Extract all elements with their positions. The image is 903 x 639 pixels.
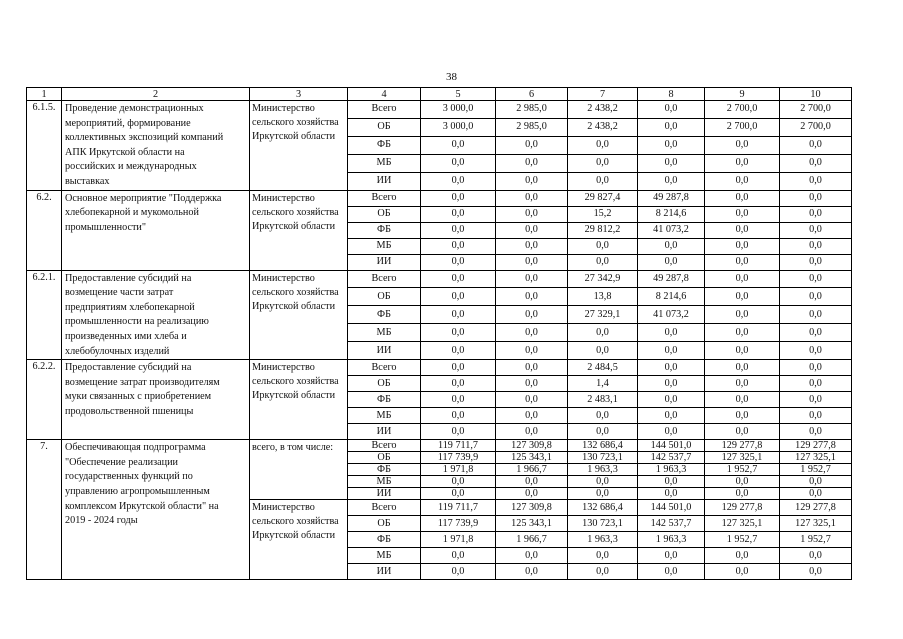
amount-cell: 144 501,0 [638,440,705,452]
item-executor-line: Министерство [252,272,315,284]
amount-cell: 0,0 [705,190,780,206]
funding-source: ФБ [348,136,421,154]
item-executor [250,360,348,440]
funding-source: Всего [348,440,421,452]
amount-cell: 1 963,3 [568,464,638,476]
amount-cell: 0,0 [780,324,852,342]
amount-cell: 0,0 [421,424,496,440]
amount-cell: 1 971,8 [421,532,496,548]
funding-source: МБ [348,324,421,342]
item-description-line: Предоставление субсидий на [65,362,192,374]
funding-source: ОБ [348,288,421,306]
funding-source: ФБ [348,392,421,408]
item-number: 6.2.1. [27,270,62,360]
amount-cell: 0,0 [421,564,496,580]
amount-cell: 2 985,0 [496,118,568,136]
funding-source: ИИ [348,342,421,360]
table-row [27,190,852,206]
funding-source: ИИ [348,488,421,500]
funding-source: МБ [348,476,421,488]
amount-cell: 127 325,1 [780,452,852,464]
item-executor-line: сельского хозяйства [252,286,339,298]
amount-cell: 0,0 [496,190,568,206]
amount-cell: 0,0 [421,324,496,342]
item-description-line: выставках [65,175,110,187]
amount-cell: 129 277,8 [705,440,780,452]
amount-cell: 1 966,7 [496,464,568,476]
amount-cell: 1 952,7 [780,464,852,476]
amount-cell: 127 325,1 [780,516,852,532]
item-description-line: Обеспечивающая подпрограмма [65,442,206,454]
amount-cell: 1,4 [568,376,638,392]
amount-cell: 0,0 [780,154,852,172]
funding-source: Всего [348,500,421,516]
column-header: 8 [638,88,705,101]
funding-source: МБ [348,238,421,254]
item-executor [250,440,348,500]
amount-cell: 0,0 [780,408,852,424]
item-description-line: "Обеспечение реализации [65,456,178,468]
item-description-line: хлебобулочных изделий [65,345,170,357]
amount-cell: 0,0 [496,154,568,172]
amount-cell: 15,2 [568,206,638,222]
amount-cell: 0,0 [421,254,496,270]
amount-cell: 0,0 [568,154,638,172]
amount-cell: 0,0 [638,238,705,254]
amount-cell: 0,0 [780,190,852,206]
funding-source: ИИ [348,564,421,580]
amount-cell: 0,0 [638,360,705,376]
amount-cell: 0,0 [421,222,496,238]
amount-cell: 129 277,8 [780,500,852,516]
amount-cell: 1 971,8 [421,464,496,476]
amount-cell: 0,0 [421,154,496,172]
amount-cell: 0,0 [705,270,780,288]
item-description-line: государственных функций по [65,471,193,483]
item-executor-line: сельского хозяйства [252,206,339,218]
amount-cell: 0,0 [421,190,496,206]
item-description [62,190,250,270]
amount-cell: 0,0 [568,488,638,500]
item-executor-line: Министерство [252,362,315,374]
amount-cell: 1 952,7 [780,532,852,548]
item-description-line: предприятиям хлебопекарной [65,301,195,313]
amount-cell: 2 985,0 [496,101,568,119]
funding-source: ФБ [348,532,421,548]
amount-cell: 117 739,9 [421,516,496,532]
amount-cell: 0,0 [568,238,638,254]
funding-source: ФБ [348,306,421,324]
column-header: 3 [250,88,348,101]
amount-cell: 0,0 [421,360,496,376]
funding-source: МБ [348,548,421,564]
amount-cell: 127 325,1 [705,452,780,464]
item-executor [250,190,348,270]
funding-source: МБ [348,408,421,424]
amount-cell: 0,0 [780,564,852,580]
amount-cell: 0,0 [496,424,568,440]
item-executor-line: всего, в том числе: [252,442,334,454]
amount-cell: 1 963,3 [638,532,705,548]
column-header: 4 [348,88,421,101]
amount-cell: 0,0 [421,270,496,288]
column-header: 5 [421,88,496,101]
item-description-line: управлению агропромышленным [65,485,210,497]
amount-cell: 0,0 [496,548,568,564]
amount-cell: 0,0 [705,548,780,564]
amount-cell: 0,0 [780,270,852,288]
amount-cell: 0,0 [705,376,780,392]
amount-cell: 119 711,7 [421,440,496,452]
amount-cell: 142 537,7 [638,516,705,532]
amount-cell: 0,0 [496,222,568,238]
amount-cell: 0,0 [705,488,780,500]
amount-cell: 0,0 [496,136,568,154]
item-description [62,440,250,580]
amount-cell: 0,0 [705,306,780,324]
item-number: 6.2.2. [27,360,62,440]
amount-cell: 0,0 [705,206,780,222]
amount-cell: 0,0 [705,476,780,488]
amount-cell: 0,0 [705,342,780,360]
amount-cell: 0,0 [705,392,780,408]
column-header: 6 [496,88,568,101]
amount-cell: 0,0 [496,306,568,324]
amount-cell: 1 966,7 [496,532,568,548]
item-description-line: промышленности" [65,221,147,233]
amount-cell: 49 287,8 [638,270,705,288]
amount-cell: 0,0 [780,360,852,376]
amount-cell: 0,0 [705,172,780,190]
amount-cell: 0,0 [705,408,780,424]
item-description-line: произведенных ими хлеба и [65,330,187,342]
amount-cell: 1 952,7 [705,532,780,548]
amount-cell: 1 952,7 [705,464,780,476]
amount-cell: 0,0 [568,342,638,360]
amount-cell: 0,0 [421,172,496,190]
amount-cell: 0,0 [496,254,568,270]
item-description-line: Предоставление субсидий на [65,272,192,284]
amount-cell: 0,0 [638,324,705,342]
funding-source: Всего [348,360,421,376]
amount-cell: 0,0 [780,288,852,306]
amount-cell: 0,0 [638,154,705,172]
item-description-line: Основное мероприятие "Поддержка [65,192,222,204]
item-executor-line: сельского хозяйства [252,376,339,388]
amount-cell: 0,0 [496,324,568,342]
amount-cell: 0,0 [705,238,780,254]
amount-cell: 27 342,9 [568,270,638,288]
amount-cell: 0,0 [421,488,496,500]
amount-cell: 0,0 [568,564,638,580]
table-row [27,360,852,376]
item-description-line: возмещение части затрат [65,287,174,299]
amount-cell: 0,0 [780,476,852,488]
amount-cell: 8 214,6 [638,288,705,306]
item-executor-line: Министерство [252,103,315,114]
item-executor [250,101,348,191]
amount-cell: 0,0 [780,238,852,254]
amount-cell: 0,0 [421,548,496,564]
funding-source: ИИ [348,254,421,270]
amount-cell: 0,0 [421,392,496,408]
item-executor [250,270,348,360]
funding-source: Всего [348,190,421,206]
amount-cell: 132 686,4 [568,500,638,516]
amount-cell: 119 711,7 [421,500,496,516]
item-description-line: возмещение затрат производителям [65,376,220,388]
item-description-line: комплексом Иркутской области" на [65,500,219,512]
table-row [27,270,852,288]
amount-cell: 0,0 [421,306,496,324]
amount-cell: 0,0 [638,476,705,488]
amount-cell: 2 700,0 [705,101,780,119]
amount-cell: 0,0 [421,288,496,306]
amount-cell: 0,0 [496,238,568,254]
amount-cell: 8 214,6 [638,206,705,222]
table-body [27,88,852,580]
item-number: 6.2. [27,190,62,270]
amount-cell: 0,0 [421,342,496,360]
amount-cell: 0,0 [638,376,705,392]
item-description-line: коллективных экспозиций компаний [65,132,224,144]
amount-cell: 144 501,0 [638,500,705,516]
amount-cell: 1 963,3 [568,532,638,548]
amount-cell: 0,0 [780,342,852,360]
item-executor-line: сельского хозяйства [252,117,339,128]
amount-cell: 13,8 [568,288,638,306]
funding-source: МБ [348,154,421,172]
amount-cell: 2 438,2 [568,101,638,119]
budget-table [26,87,852,580]
item-description-line: Проведение демонстрационных [65,103,204,114]
amount-cell: 0,0 [780,376,852,392]
amount-cell: 0,0 [638,488,705,500]
column-header: 1 [27,88,62,101]
item-executor-line: Иркутской области [252,220,336,232]
amount-cell: 0,0 [638,548,705,564]
item-description-line: продовольственной пшеницы [65,405,194,417]
amount-cell: 0,0 [705,564,780,580]
amount-cell: 0,0 [780,206,852,222]
item-executor-line: сельского хозяйства [252,516,339,528]
table-row [27,101,852,119]
funding-source: ОБ [348,206,421,222]
amount-cell: 0,0 [568,254,638,270]
amount-cell: 0,0 [705,324,780,342]
item-executor-line: Министерство [252,192,315,204]
column-header: 2 [62,88,250,101]
funding-source: ОБ [348,376,421,392]
amount-cell: 0,0 [421,136,496,154]
amount-cell: 0,0 [568,408,638,424]
amount-cell: 0,0 [568,548,638,564]
amount-cell: 0,0 [705,222,780,238]
amount-cell: 0,0 [496,476,568,488]
amount-cell: 0,0 [780,254,852,270]
item-description [62,360,250,440]
amount-cell: 29 827,4 [568,190,638,206]
amount-cell: 125 343,1 [496,452,568,464]
funding-source: ФБ [348,222,421,238]
amount-cell: 0,0 [780,392,852,408]
amount-cell: 0,0 [421,238,496,254]
amount-cell: 0,0 [496,288,568,306]
amount-cell: 0,0 [496,408,568,424]
amount-cell: 130 723,1 [568,452,638,464]
amount-cell: 129 277,8 [780,440,852,452]
amount-cell: 0,0 [638,564,705,580]
amount-cell: 0,0 [705,136,780,154]
amount-cell: 130 723,1 [568,516,638,532]
amount-cell: 0,0 [638,101,705,119]
item-executor-line: Иркутской области [252,131,336,142]
amount-cell: 0,0 [780,172,852,190]
funding-source: ФБ [348,464,421,476]
amount-cell: 2 438,2 [568,118,638,136]
amount-cell: 2 700,0 [780,118,852,136]
amount-cell: 0,0 [568,324,638,342]
column-header: 9 [705,88,780,101]
item-executor [250,500,348,580]
amount-cell: 129 277,8 [705,500,780,516]
column-header: 7 [568,88,638,101]
amount-cell: 0,0 [496,342,568,360]
amount-cell: 41 073,2 [638,222,705,238]
amount-cell: 0,0 [638,342,705,360]
funding-source: Всего [348,101,421,119]
amount-cell: 125 343,1 [496,516,568,532]
item-executor-line: Иркутской области [252,300,336,312]
amount-cell: 0,0 [496,172,568,190]
amount-cell: 29 812,2 [568,222,638,238]
amount-cell: 0,0 [638,392,705,408]
amount-cell: 0,0 [421,476,496,488]
amount-cell: 2 483,1 [568,392,638,408]
item-number: 6.1.5. [27,101,62,191]
item-executor-line: Министерство [252,502,315,514]
amount-cell: 142 537,7 [638,452,705,464]
amount-cell: 41 073,2 [638,306,705,324]
item-description-line: российских и международных [65,161,197,173]
column-header: 10 [780,88,852,101]
amount-cell: 127 309,8 [496,500,568,516]
funding-source: ИИ [348,172,421,190]
amount-cell: 0,0 [496,206,568,222]
amount-cell: 49 287,8 [638,190,705,206]
amount-cell: 0,0 [421,206,496,222]
amount-cell: 0,0 [705,154,780,172]
amount-cell: 0,0 [638,424,705,440]
amount-cell: 0,0 [780,136,852,154]
funding-source: ОБ [348,118,421,136]
amount-cell: 0,0 [568,424,638,440]
amount-cell: 3 000,0 [421,118,496,136]
amount-cell: 0,0 [780,306,852,324]
amount-cell: 0,0 [568,136,638,154]
item-description-line: АПК Иркутской области на [65,146,185,158]
amount-cell: 0,0 [568,476,638,488]
amount-cell: 0,0 [496,564,568,580]
amount-cell: 0,0 [421,376,496,392]
amount-cell: 0,0 [705,424,780,440]
amount-cell: 127 309,8 [496,440,568,452]
amount-cell: 0,0 [496,270,568,288]
amount-cell: 0,0 [638,172,705,190]
amount-cell: 2 700,0 [780,101,852,119]
item-description-line: промышленности на реализацию [65,316,209,328]
funding-source: ИИ [348,424,421,440]
amount-cell: 0,0 [496,376,568,392]
amount-cell: 0,0 [780,222,852,238]
amount-cell: 2 700,0 [705,118,780,136]
table-row [27,440,852,452]
amount-cell: 0,0 [568,172,638,190]
funding-source: ОБ [348,516,421,532]
amount-cell: 0,0 [705,360,780,376]
amount-cell: 3 000,0 [421,101,496,119]
item-executor-line: Иркутской области [252,530,336,542]
amount-cell: 1 963,3 [638,464,705,476]
item-description-line: хлебопекарной и мукомольной [65,207,199,219]
amount-cell: 0,0 [705,288,780,306]
page-number: 38 [446,71,457,83]
amount-cell: 0,0 [496,392,568,408]
item-number: 7. [27,440,62,580]
amount-cell: 0,0 [421,408,496,424]
item-description-line: мероприятий, формирование [65,117,191,129]
amount-cell: 0,0 [780,548,852,564]
amount-cell: 117 739,9 [421,452,496,464]
amount-cell: 132 686,4 [568,440,638,452]
amount-cell: 2 484,5 [568,360,638,376]
item-executor-line: Иркутской области [252,390,336,402]
amount-cell: 0,0 [638,254,705,270]
amount-cell: 0,0 [705,254,780,270]
amount-cell: 0,0 [780,424,852,440]
amount-cell: 0,0 [638,408,705,424]
amount-cell: 0,0 [638,136,705,154]
amount-cell: 0,0 [496,360,568,376]
amount-cell: 27 329,1 [568,306,638,324]
item-description [62,270,250,360]
item-description [62,101,250,191]
amount-cell: 0,0 [780,488,852,500]
funding-source: ОБ [348,452,421,464]
item-description-line: муки связанных с приобретением [65,391,212,403]
item-description-line: 2019 - 2024 годы [65,515,138,527]
amount-cell: 0,0 [638,118,705,136]
amount-cell: 0,0 [496,488,568,500]
header-row [27,88,852,101]
amount-cell: 127 325,1 [705,516,780,532]
funding-source: Всего [348,270,421,288]
